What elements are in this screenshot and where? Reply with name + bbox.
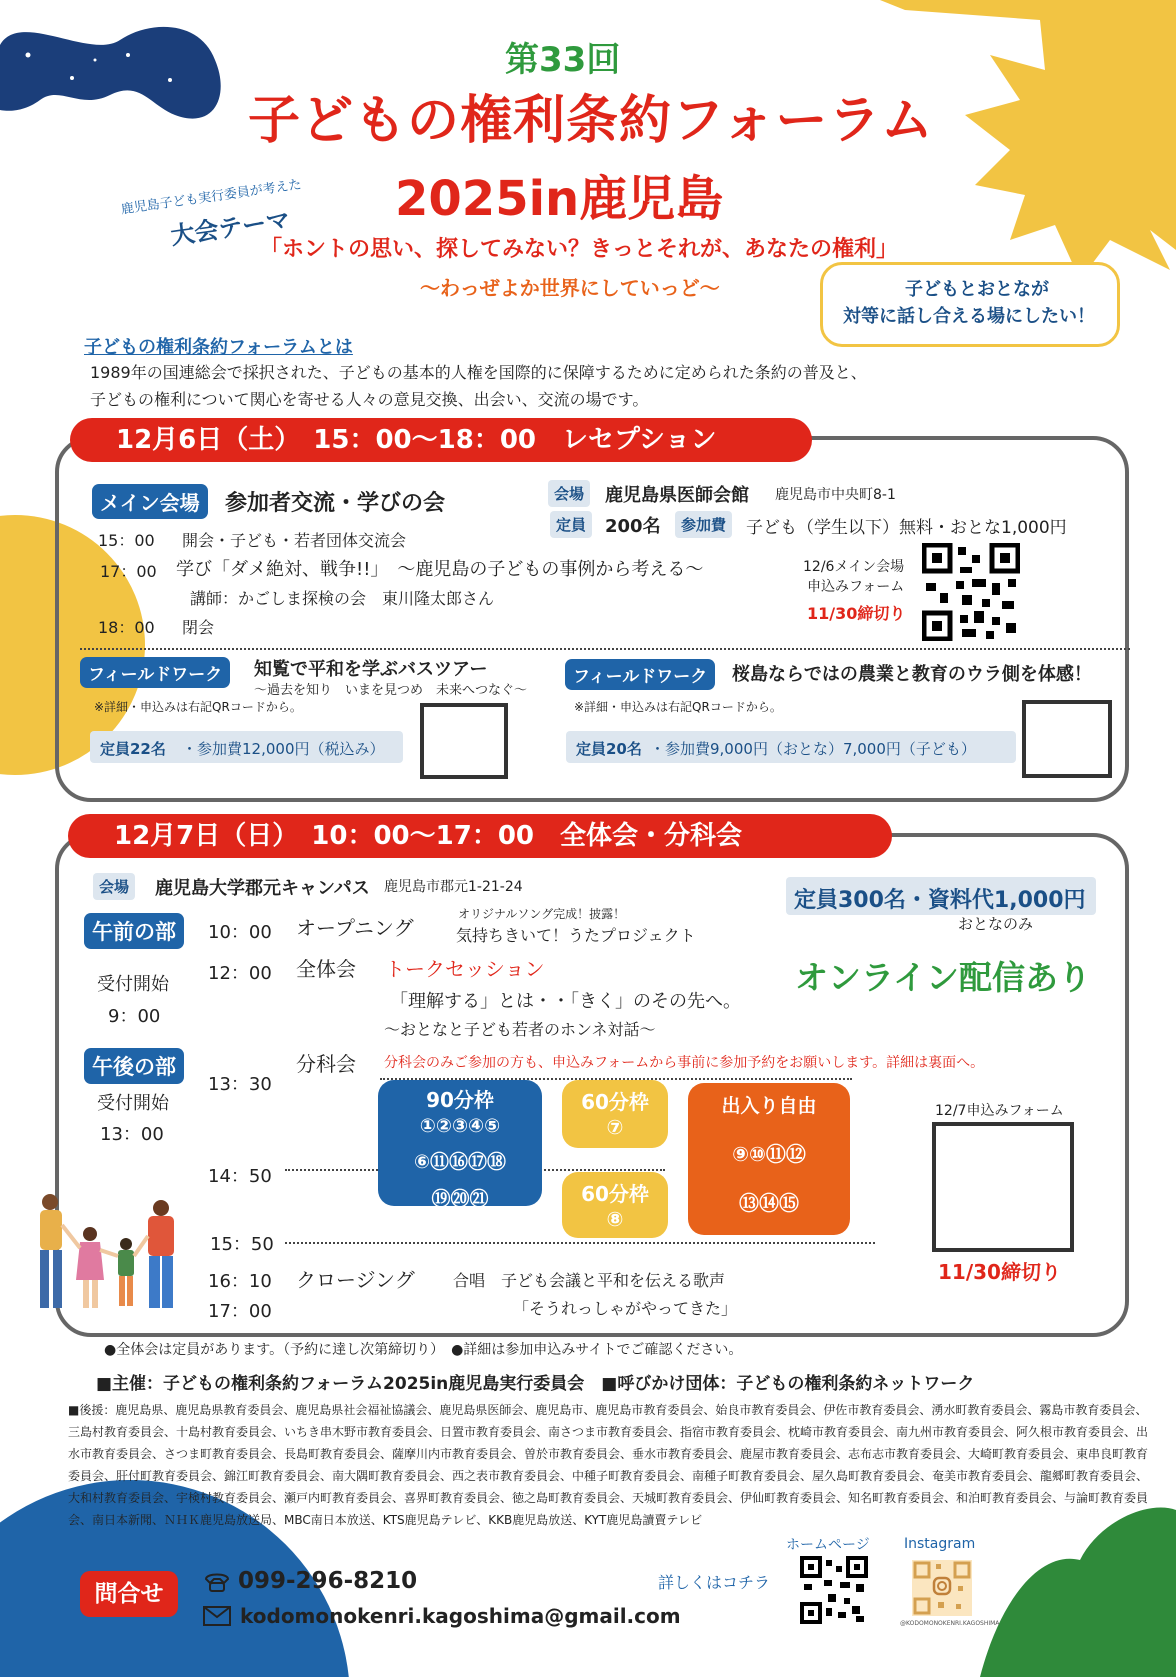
capacity-note: おとなのみ <box>958 915 1034 933</box>
homepage-qr-icon[interactable] <box>800 1556 868 1624</box>
schedule-time: 17：00 <box>100 562 157 581</box>
session-60min-title: 60分枠 <box>581 1090 649 1114</box>
fieldwork-2-title: 桜島ならではの農業と教育のウラ側を体感！ <box>732 664 1092 685</box>
opening-project: 気持ちきいて！うたプロジェクト <box>456 926 696 945</box>
session-open-block <box>688 1083 850 1235</box>
schedule-time: 14：50 <box>208 1166 272 1187</box>
session-90min-block <box>378 1080 542 1210</box>
day2-qr-placeholder[interactable] <box>932 1122 1074 1252</box>
theme-label: 大会テーマ <box>168 205 292 251</box>
session-90min-title: 90分枠 <box>426 1088 494 1112</box>
phone-icon <box>202 1569 232 1593</box>
fieldwork-2-fee: ・参加費9,000円（おとな）7,000円（子ども） <box>650 740 976 758</box>
contact-tag: 問合せ <box>80 1571 178 1617</box>
fieldwork-1-title: 知覧で平和を学ぶバスツアー <box>254 659 488 680</box>
form-deadline: 11/30締切り <box>807 604 906 623</box>
instagram-handle: @KODOMONOKENRI.KAGOSHIMA <box>900 1620 1000 1627</box>
fieldwork-tag: フィールドワーク <box>565 659 715 690</box>
day1-banner: 12月6日（土） 15：00～18：00 レセプション <box>70 418 812 462</box>
closing-note: 合唱 子ども会議と平和を伝える歌声 <box>453 1271 726 1290</box>
day2-banner: 12月7日（日） 10：00～17：00 全体会・分科会 <box>68 814 892 858</box>
qr-code-icon[interactable] <box>922 543 1020 641</box>
schedule-time: 12：00 <box>208 963 272 984</box>
fieldwork-1-fee: ・参加費12,000円（税込み） <box>182 740 385 758</box>
homepage-label: ホームページ <box>786 1537 870 1553</box>
blue-blob-shape <box>0 27 221 119</box>
fieldwork-1-qr-placeholder[interactable] <box>420 703 508 779</box>
schedule-time: 15：00 <box>98 531 155 550</box>
fieldwork-2-capacity: 定員20名 <box>576 740 642 758</box>
schedule-time: 10：00 <box>208 922 272 943</box>
venue-name: 鹿児島県医師会館 <box>605 485 749 506</box>
form-label: 12/7申込みフォーム <box>935 1103 1064 1119</box>
about-heading: 子どもの権利条約フォーラムとは <box>84 337 353 358</box>
pm-registration-label: 受付開始 <box>97 1093 169 1114</box>
capacity-value: 200名 <box>605 516 661 537</box>
lecturer-text: 講師：かごしま探検の会 東川隆太郎さん <box>190 589 495 608</box>
venue-tag: 会場 <box>548 480 590 507</box>
footer-notes: ●全体会は定員があります。（予約に達し次第締切り） ●詳細は参加申込みサイトでご確認ください。 <box>104 1342 743 1358</box>
fieldwork-2-note: ※詳細・申込みは右記QRコードから。 <box>574 700 782 714</box>
capacity-value: 定員300名・資料代1,000円 <box>794 888 1086 913</box>
venue-name: 鹿児島大学郡元キャンパス <box>155 878 370 899</box>
closing-song: 「そうれっしゃがやってきた」 <box>513 1299 738 1318</box>
organizer-text: ■主催：子どもの権利条約フォーラム2025in鹿児島実行委員会 ■呼びかけ団体：子どもの権利条約ネットワーク <box>96 1374 975 1394</box>
session-60min-b-block <box>562 1172 668 1238</box>
closing-label: クロージング <box>296 1268 415 1292</box>
fee-tag: 参加費 <box>675 511 732 538</box>
talk-line-2: ～おとなと子ども若者のホンネ対話～ <box>384 1020 656 1039</box>
capacity-tag: 定員 <box>550 511 592 538</box>
schedule-text: 開会・子ども・若者団体交流会 <box>182 531 407 550</box>
pm-session-tag: 午後の部 <box>84 1048 184 1084</box>
session-open-title: 出入り自由 <box>721 1095 817 1117</box>
phone-number[interactable]: 099-296-8210 <box>238 1568 418 1594</box>
fieldwork-1-capacity: 定員22名 <box>100 740 166 758</box>
schedule-time: 15：50 <box>210 1234 274 1255</box>
pm-registration-time: 13：00 <box>100 1124 164 1145</box>
form-label: 12/6メイン会場 <box>803 559 905 575</box>
year-location-title: 2025in鹿児島 <box>395 171 724 227</box>
edition-label: 第33回 <box>505 40 621 80</box>
family-illustration <box>28 1190 198 1320</box>
am-registration-time: 9：00 <box>108 1006 161 1027</box>
fieldwork-tag: フィールドワーク <box>80 657 230 688</box>
main-event-title: 参加者交流・学びの会 <box>225 491 446 516</box>
venue-tag: 会場 <box>93 873 135 900</box>
am-session-tag: 午前の部 <box>84 913 184 949</box>
opening-label: オープニング <box>296 916 414 940</box>
fee-value: 子ども（学生以下）無料・おとな1,000円 <box>746 518 1067 538</box>
am-registration-label: 受付開始 <box>97 974 169 995</box>
breakout-note: 分科会のみご参加の方も、申込みフォームから事前に参加予約をお願いします。詳細は裏面へ。 <box>384 1055 985 1071</box>
session-60min-title: 60分枠 <box>581 1182 649 1206</box>
fieldwork-1-note: ※詳細・申込みは右記QRコードから。 <box>94 700 302 714</box>
instagram-qr-icon[interactable] <box>912 1560 972 1616</box>
schedule-time: 13：30 <box>208 1074 272 1095</box>
opening-note: オリジナルソング完成！披露！ <box>458 907 626 921</box>
schedule-time: 17：00 <box>208 1301 272 1322</box>
session-90min-row: ①②③④⑤ <box>419 1115 501 1137</box>
schedule-time: 18：00 <box>98 618 155 637</box>
divider <box>80 648 1130 650</box>
email-address[interactable]: kodomonokenri.kagoshima@gmail.com <box>240 1604 681 1628</box>
instagram-label: Instagram <box>904 1536 976 1552</box>
email-icon <box>202 1605 232 1627</box>
theme-text: 「ホントの思い、探してみない？きっとそれが、あなたの権利」 <box>260 237 899 262</box>
plenary-label: 全体会 <box>296 957 356 981</box>
talk-session-label: トークセッション <box>385 957 545 981</box>
about-line-1: 1989年の国連総会で採択された、子どもの基本的人権を国際的に保障するために定められた条約の普及と、 <box>90 363 867 382</box>
fieldwork-2-qr-placeholder[interactable] <box>1022 700 1112 778</box>
theme-subtext: ～わっぜよか世界にしていっど～ <box>420 276 720 300</box>
form-label: 申込みフォーム <box>807 579 905 595</box>
session-open-row: ⑬⑭⑮ <box>739 1191 799 1215</box>
schedule-time: 16：10 <box>208 1271 272 1292</box>
divider <box>285 1242 875 1244</box>
online-notice: オンライン配信あり <box>795 958 1092 997</box>
talk-line-1: 「理解する」とは・・「きく」のその先へ。 <box>390 991 741 1012</box>
session-90min-row: ⑲⑳㉑ <box>431 1188 489 1210</box>
theme-intro: 鹿児島子ども実行委員が考えた <box>120 177 303 218</box>
session-60min-a-block <box>562 1080 668 1148</box>
session-60min-number: ⑧ <box>606 1207 624 1231</box>
bubble-line-1: 子どもとおとなが <box>905 279 1049 300</box>
fieldwork-1-subtitle: ～過去を知り いまを見つめ 未来へつなぐ～ <box>254 683 528 698</box>
session-90min-row: ⑥⑪⑯⑰⑱ <box>413 1151 507 1173</box>
schedule-text: 閉会 <box>182 618 215 637</box>
main-title: 子どもの権利条約フォーラム <box>248 91 934 151</box>
venue-address: 鹿児島市中央町8-1 <box>775 487 896 503</box>
green-hill-shape <box>980 1507 1176 1677</box>
session-60min-number: ⑦ <box>606 1115 624 1139</box>
supporters-text: ■後援：鹿児島県、鹿児島県教育委員会、鹿児島県社会福祉協議会、鹿児島県医師会、鹿児島市、鹿児島市教育委員会、始良市教育委員会、伊佐市教育委員会、湧水町教育委員会、霧島市教育委員会、三島村教育委員会、十島村教育委員会、いちき串木野市教育委員会、日置市教育委員会、南さつま市教育委員会、指宿市教育委員会、枕崎市教育委員会、南九州市教育委員会、阿久根市教育委員会、出水市教育委員会、さつま町教育委員会、長島町教育委員会、薩摩川内市教育委員会、曽於市教育委員会、垂水市教育委員会、鹿屋市教育委員会、志布志市教育委員会、大崎町教育委員会、東串良町教育委員会、肝付町教育委員会、錦江町教育委員会、南大隅町教育委員会、西之表市教育委員会、中種子町教育委員会、南種子町教育委員会、屋久島町教育委員会、奄美市教育委員会、龍郷町教育委員会、大和村教育委員会、宇検村教育委員会、瀬戸内町教育委員会、喜界町教育委員会、徳之島町教育委員会、天城町教育委員会、伊仙町教育委員会、知名町教育委員会、和泊町教育委員会、与論町教育委員会、南日本新聞、ＮＨＫ鹿児島放送局、MBC南日本放送、KTS鹿児島テレビ、KKB鹿児島放送、KYT鹿児島讀賣テレビ <box>68 1403 1149 1527</box>
more-info-label: 詳しくはコチラ <box>658 1573 771 1592</box>
venue-address: 鹿児島市郡元1-21-24 <box>384 879 523 895</box>
session-open-row: ⑨⑩⑪⑫ <box>732 1142 806 1166</box>
schedule-text: 学び「ダメ絶対、戦争!!」 ～鹿児島の子どもの事例から考える～ <box>176 559 704 580</box>
main-venue-tag: メイン会場 <box>92 484 208 519</box>
form-deadline: 11/30締切り <box>938 1260 1061 1284</box>
breakout-label: 分科会 <box>296 1052 356 1076</box>
about-line-2: 子どもの権利について関心を寄せる人々の意見交換、出会い、交流の場です。 <box>90 390 649 409</box>
bubble-line-2: 対等に話し合える場にしたい！ <box>843 306 1095 327</box>
